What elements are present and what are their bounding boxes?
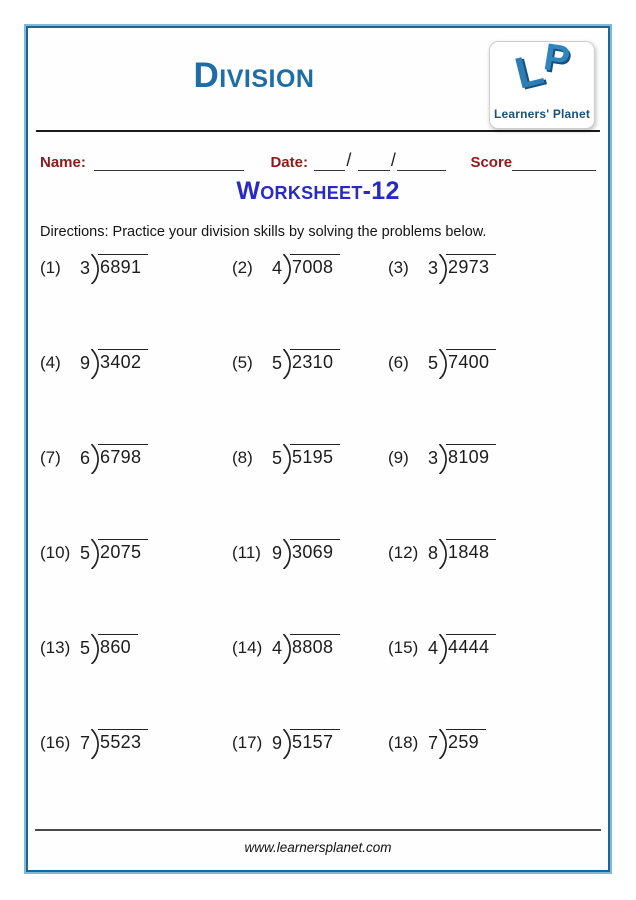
problem-dividend: 6891 xyxy=(98,254,148,278)
problem-dividend: 5157 xyxy=(290,729,340,753)
problem-number: (18) xyxy=(388,733,419,752)
problem-dividend: 6798 xyxy=(98,444,148,468)
worksheet-page xyxy=(26,26,610,872)
problem-divisor: 5 xyxy=(80,638,91,658)
header-divider xyxy=(36,130,600,132)
footer-website-url: www.learnersplanet.com xyxy=(244,840,392,855)
division-problem xyxy=(40,729,232,824)
problems-grid xyxy=(28,240,608,824)
problem-dividend: 3069 xyxy=(290,539,340,563)
division-problem xyxy=(40,254,232,349)
problem-divisor: 6 xyxy=(80,448,91,468)
division-problem xyxy=(388,444,608,539)
lp-logo-letter-p: P xyxy=(540,36,573,82)
division-problem xyxy=(388,349,608,444)
problem-dividend: 5195 xyxy=(290,444,340,468)
division-problem xyxy=(232,254,388,349)
problem-divisor: 3 xyxy=(428,448,439,468)
problem-number: (5) xyxy=(232,353,253,372)
date-label: Date: xyxy=(270,154,308,171)
problem-number: (9) xyxy=(388,448,409,467)
problem-number: (14) xyxy=(232,638,263,657)
problem-number: (3) xyxy=(388,258,409,277)
problem-divisor: 4 xyxy=(428,638,439,658)
problem-number: (2) xyxy=(232,258,253,277)
problem-dividend: 4444 xyxy=(446,634,496,658)
name-label: Name: xyxy=(40,154,86,171)
problem-divisor: 7 xyxy=(80,733,91,753)
header xyxy=(28,28,608,130)
problem-dividend: 3402 xyxy=(98,349,148,373)
page-title: Division xyxy=(193,56,315,95)
worksheet-title: Worksheet-12 xyxy=(236,177,400,205)
problem-number: (8) xyxy=(232,448,253,467)
division-problem xyxy=(40,349,232,444)
problem-dividend: 2075 xyxy=(98,539,148,563)
division-problem xyxy=(40,539,232,634)
division-problem xyxy=(388,634,608,729)
problem-dividend: 1848 xyxy=(446,539,496,563)
problem-dividend: 2310 xyxy=(290,349,340,373)
logo-brand-name: Learners' Planet xyxy=(493,107,591,121)
problem-number: (17) xyxy=(232,733,263,752)
problem-number: (10) xyxy=(40,543,71,562)
problem-number: (4) xyxy=(40,353,61,372)
lp-logo-icon xyxy=(490,36,594,100)
division-problem xyxy=(40,444,232,539)
problem-dividend: 7400 xyxy=(446,349,496,373)
date-year-blank-line xyxy=(397,156,447,171)
problem-number: (15) xyxy=(388,638,419,657)
logo-card xyxy=(489,36,595,129)
problem-divisor: 5 xyxy=(80,543,91,563)
problem-divisor: 8 xyxy=(428,543,439,563)
problem-dividend: 8808 xyxy=(290,634,340,658)
problem-divisor: 5 xyxy=(272,448,283,468)
problem-divisor: 9 xyxy=(272,733,283,753)
problem-dividend: 259 xyxy=(446,729,486,753)
problem-number: (16) xyxy=(40,733,71,752)
division-problem xyxy=(232,634,388,729)
score-blank-line xyxy=(512,156,596,171)
problem-dividend: 2973 xyxy=(446,254,496,278)
division-problem xyxy=(388,539,608,634)
division-problem xyxy=(388,254,608,349)
problem-divisor: 3 xyxy=(428,258,439,278)
fields-row xyxy=(40,150,596,171)
problem-divisor: 4 xyxy=(272,258,283,278)
problem-number: (13) xyxy=(40,638,71,657)
problem-dividend: 860 xyxy=(98,634,138,658)
problem-divisor: 9 xyxy=(272,543,283,563)
lp-logo-letter-l: L xyxy=(510,44,549,99)
problem-dividend: 8109 xyxy=(446,444,496,468)
problem-dividend: 5523 xyxy=(98,729,148,753)
problem-divisor: 3 xyxy=(80,258,91,278)
date-month-blank-line xyxy=(358,156,389,171)
date-slash: / xyxy=(390,150,396,170)
division-problem xyxy=(40,634,232,729)
problem-divisor: 5 xyxy=(428,353,439,373)
problem-number: (11) xyxy=(232,543,261,562)
problem-number: (12) xyxy=(388,543,419,562)
division-problem xyxy=(388,729,608,824)
division-problem xyxy=(232,444,388,539)
problem-divisor: 9 xyxy=(80,353,91,373)
date-day-blank-line xyxy=(314,156,345,171)
problem-divisor: 4 xyxy=(272,638,283,658)
date-slash: / xyxy=(346,150,352,170)
division-problem xyxy=(232,729,388,824)
problem-number: (7) xyxy=(40,448,61,467)
problem-divisor: 7 xyxy=(428,733,439,753)
score-label: Score xyxy=(470,154,513,171)
name-blank-line xyxy=(94,156,245,171)
division-problem xyxy=(232,349,388,444)
division-problem xyxy=(232,539,388,634)
problem-divisor: 5 xyxy=(272,353,283,373)
problem-dividend: 7008 xyxy=(290,254,340,278)
problem-number: (6) xyxy=(388,353,409,372)
problem-number: (1) xyxy=(40,258,61,277)
directions-text: Directions: Practice your division skills by solving the problems below. xyxy=(40,224,487,240)
